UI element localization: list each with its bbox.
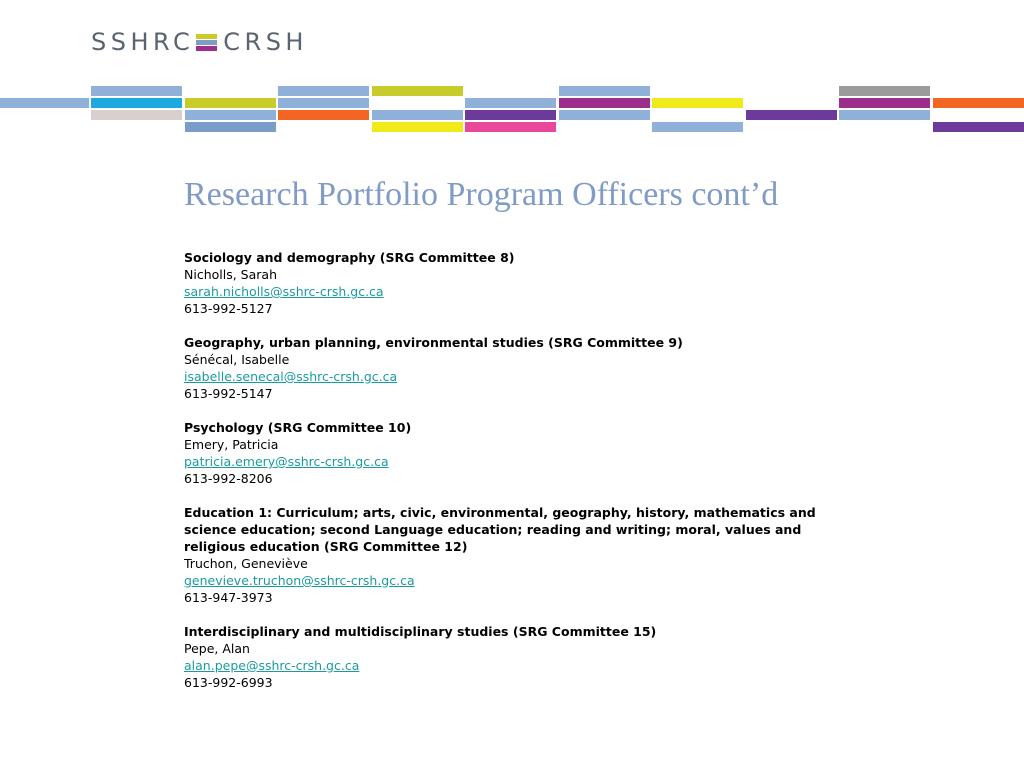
color-bar xyxy=(746,110,837,120)
color-bar xyxy=(559,86,650,96)
logo-mark-icon xyxy=(196,33,217,51)
contact-block xyxy=(184,623,864,691)
color-bar xyxy=(559,110,650,120)
email-link[interactable]: patricia.emery@sshrc-crsh.gc.ca xyxy=(184,454,389,469)
color-bar xyxy=(185,110,276,120)
committee-heading: Geography, urban planning, environmental studies (SRG Committee 9) xyxy=(184,335,683,350)
contact-list xyxy=(184,249,864,708)
color-bar xyxy=(933,98,1024,108)
color-bar xyxy=(278,110,369,120)
color-bar xyxy=(652,98,743,108)
color-bar xyxy=(372,86,463,96)
logo-mark-stripe xyxy=(196,40,217,45)
color-bar xyxy=(278,98,369,108)
color-bar xyxy=(465,110,556,120)
color-bar xyxy=(839,98,930,108)
officer-name: Emery, Patricia xyxy=(184,437,279,452)
email-link[interactable]: isabelle.senecal@sshrc-crsh.gc.ca xyxy=(184,369,398,384)
logo-text-sshrc: SSHRC xyxy=(91,28,195,56)
phone-number: 613-992-5147 xyxy=(184,386,273,401)
committee-heading: Education 1: Curriculum; arts, civic, environmental, geography, history, mathematics and science education; second Language education; reading and writing; moral, values and religious education (SRG Committee 12) xyxy=(184,505,816,554)
color-bar xyxy=(185,98,276,108)
phone-number: 613-992-6993 xyxy=(184,675,273,690)
phone-number: 613-947-3973 xyxy=(184,590,273,605)
phone-number: 613-992-5127 xyxy=(184,301,273,316)
logo-text-crsh: CRSH xyxy=(223,28,308,56)
color-bar xyxy=(839,86,930,96)
color-bar xyxy=(91,98,182,108)
committee-heading: Sociology and demography (SRG Committee 8) xyxy=(184,250,515,265)
contact-block xyxy=(184,249,864,317)
color-bar xyxy=(372,110,463,120)
email-link[interactable]: sarah.nicholls@sshrc-crsh.gc.ca xyxy=(184,284,384,299)
phone-number: 613-992-8206 xyxy=(184,471,273,486)
email-link[interactable]: alan.pepe@sshrc-crsh.gc.ca xyxy=(184,658,360,673)
color-bar xyxy=(465,98,556,108)
color-bar xyxy=(933,122,1024,132)
color-bar xyxy=(559,98,650,108)
color-bar xyxy=(465,122,556,132)
contact-block xyxy=(184,419,864,487)
officer-name: Nicholls, Sarah xyxy=(184,267,277,282)
color-bar xyxy=(91,110,182,120)
color-bar xyxy=(652,122,743,132)
officer-name: Truchon, Geneviève xyxy=(184,556,308,571)
color-bar xyxy=(278,86,369,96)
email-link[interactable]: genevieve.truchon@sshrc-crsh.gc.ca xyxy=(184,573,415,588)
officer-name: Sénécal, Isabelle xyxy=(184,352,290,367)
logo-mark-stripe xyxy=(196,46,217,51)
committee-heading: Psychology (SRG Committee 10) xyxy=(184,420,412,435)
contact-block xyxy=(184,334,864,402)
color-bar xyxy=(0,98,89,108)
color-bar xyxy=(372,122,463,132)
color-bar xyxy=(839,110,930,120)
officer-name: Pepe, Alan xyxy=(184,641,250,656)
page-title: Research Portfolio Program Officers cont’d xyxy=(184,176,779,213)
logo-mark-stripe xyxy=(196,34,217,39)
contact-block xyxy=(184,504,864,606)
color-bar xyxy=(91,86,182,96)
committee-heading: Interdisciplinary and multidisciplinary studies (SRG Committee 15) xyxy=(184,624,657,639)
sshrc-logo xyxy=(91,29,308,55)
color-bar xyxy=(185,122,276,132)
